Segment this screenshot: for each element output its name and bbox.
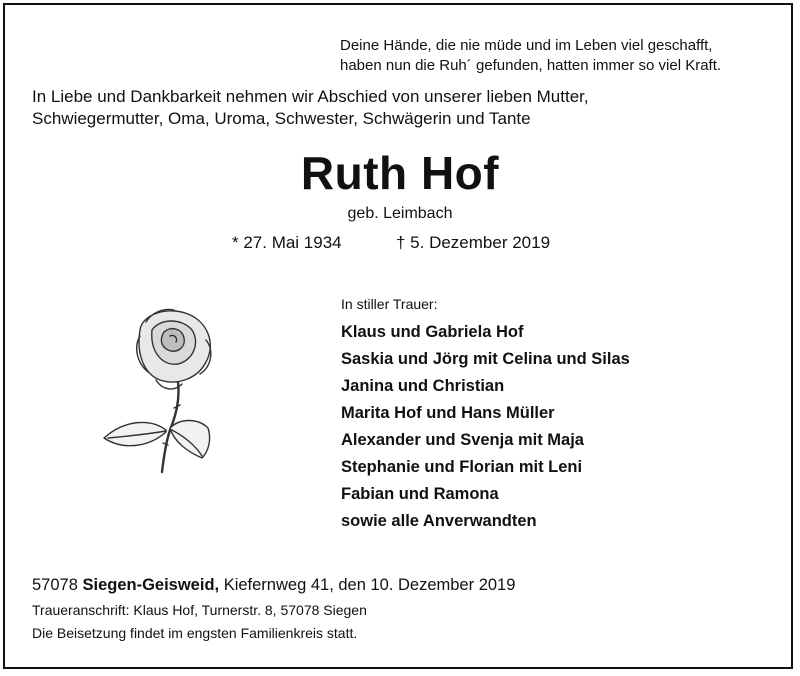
- quote-line-1: Deine Hände, die nie müde und im Leben viel geschafft,: [340, 37, 713, 54]
- funeral-note: Die Beisetzung findet im engsten Familienkreis statt.: [32, 625, 358, 641]
- intro-text: [32, 86, 589, 130]
- mourner-entry: Janina und Christian: [341, 377, 505, 395]
- quote-line-2: haben nun die Ruh´ gefunden, hatten immer so viel Kraft.: [340, 57, 722, 74]
- mourners-list: [341, 319, 630, 535]
- mourner-entry: Alexander und Svenja mit Maja: [341, 431, 584, 449]
- mourner-entry: Saskia und Jörg mit Celina und Silas: [341, 350, 630, 368]
- rose-icon: [90, 300, 230, 490]
- place-and-date: [32, 576, 515, 595]
- street-and-date: Kiefernweg 41, den 10. Dezember 2019: [223, 576, 516, 594]
- maiden-name: geb. Leimbach: [347, 205, 453, 222]
- postcode: 57078: [32, 576, 78, 594]
- mourner-entry: Marita Hof und Hans Müller: [341, 404, 555, 422]
- mourner-entry: sowie alle Anverwandten: [341, 512, 537, 530]
- city-name: Siegen-Geisweid,: [82, 576, 220, 594]
- mourning-address: Traueranschrift: Klaus Hof, Turnerstr. 8, 57078 Siegen: [32, 602, 367, 618]
- mourner-entry: Klaus und Gabriela Hof: [341, 323, 524, 341]
- intro-line-1: In Liebe und Dankbarkeit nehmen wir Abschied von unserer lieben Mutter,: [32, 87, 589, 106]
- mourner-entry: Fabian und Ramona: [341, 485, 499, 503]
- birth-date: * 27. Mai 1934: [232, 233, 342, 252]
- death-date: † 5. Dezember 2019: [396, 233, 551, 252]
- mourner-entry: Stephanie und Florian mit Leni: [341, 458, 583, 476]
- intro-line-2: Schwiegermutter, Oma, Uroma, Schwester, Schwägerin und Tante: [32, 109, 531, 128]
- quote-verse: [340, 36, 721, 76]
- deceased-name: Ruth Hof: [300, 147, 500, 199]
- mourning-label: In stiller Trauer:: [341, 296, 438, 312]
